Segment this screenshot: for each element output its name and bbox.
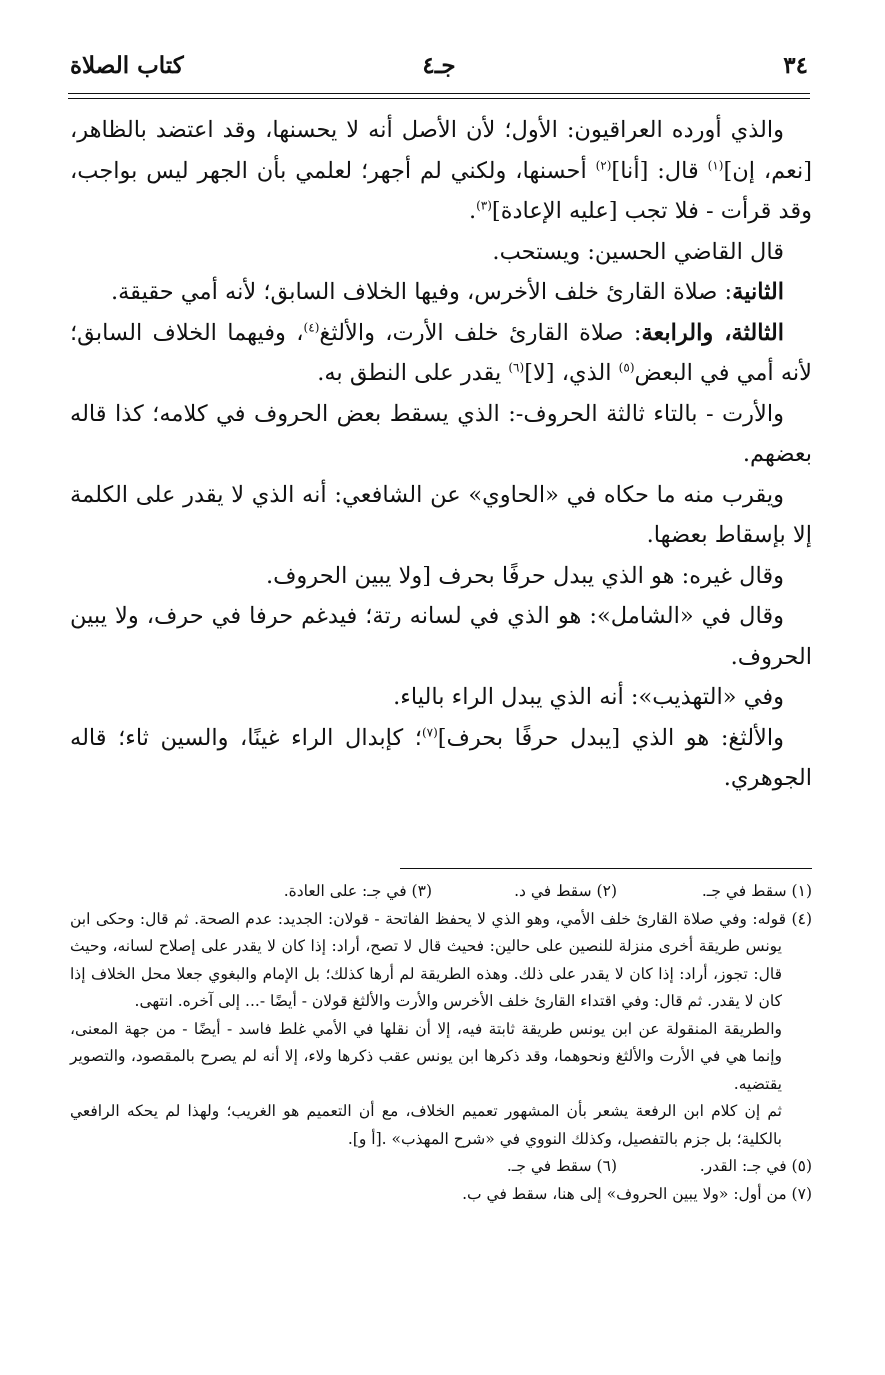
footnote-6: (٦) سقط في جـ. [506, 1157, 617, 1175]
paragraph-3: الثانية: صلاة القارئ خلف الأخرس، وفيها الخلاف السابق؛ لأنه أمي حقيقة. [110, 279, 784, 305]
header-rule-top [68, 93, 810, 94]
header-rule-bottom [68, 98, 810, 99]
footnote-ref-7[interactable]: (٧) [421, 725, 438, 739]
footnote-ref-1[interactable]: (١) [707, 158, 724, 172]
footnote-ref-6[interactable]: (٦) [508, 360, 525, 375]
footnote-ref-5[interactable]: (٥) [618, 360, 635, 375]
footnote-1: (١) سقط في جـ. [701, 882, 812, 900]
footnote-row-1-3 [70, 878, 812, 906]
main-text [70, 110, 812, 799]
paragraph-6: ويقرب منه ما حكاه في «الحاوي» عن الشافعي: أنه الذي لا يقدر على الكلمة إلا بإسقاط بعضها. [70, 481, 812, 548]
footnotes [70, 878, 812, 1208]
paragraph-2: قال القاضي الحسين: ويستحب. [492, 238, 784, 265]
book-title: كتاب الصلاة [70, 52, 184, 79]
footnote-7: (٧) من أول: «ولا يبين الحروف» إلى هنا، سقط في ب. [462, 1184, 812, 1203]
footnote-ref-3[interactable]: (٣) [476, 198, 492, 213]
paragraph-9: وفي «التهذيب»: أنه الذي يبدل الراء بالياء. [393, 684, 784, 710]
section-heading-second: الثانية [732, 279, 784, 305]
page-number: ٣٤ [783, 52, 808, 79]
paragraph-10: والألثغ: هو الذي [يبدل حرفًا بحرف]$^{(٧)}$؛ كإبدال الراء غينًا، والسين ثاء؛ قاله الجوهري. [70, 724, 812, 791]
footnote-4-continued-2: ثم إن كلام ابن الرفعة يشعر بأن المشهور تعميم الخلاف، مع أن التعميم هو الغريب؛ ولهذا لم يحكه الرافعي بالكلية؛ بل جزم بالتفصيل، وكذلك النووي في «شرح المهذب» .[أ و]. [70, 1102, 782, 1148]
footnote-5: (٥) في جـ: القدر. [699, 1157, 812, 1175]
paragraph-1: والذي أورده العراقيون: الأول؛ لأن الأصل أنه لا يحسنها، وقد اعتضد بالظاهر، [نعم، إن]$^{(١)}$ قال: [أنا]$^{(٢)}$ أحسنها، ولكني لم أجهر؛ لعلمي بأن الجهر ليس بواجب، وقد قرأت - فلا تجب [عليه الإعادة]$^{(٣)}$. [70, 117, 812, 224]
volume-label: جـ٤ [422, 52, 456, 79]
footnote-ref-4[interactable]: (٤) [303, 320, 320, 334]
section-heading-third-fourth: الثالثة، والرابعة [641, 319, 785, 346]
footnote-4-continued-1: والطريقة المنقولة عن ابن يونس طريقة ثابتة فيه، إلا أن نقلها في الأمي غلط فاسد - أيضًا - من جهة المعنى، وإنما هي في الأرت والألثغ ونحوهما، وقد ذكرها ابن يونس عقب ذكرها ولاء، إلا أنه لم يصرح بالمقصود، والتصوير يقتضيه. [70, 1019, 782, 1093]
footnote-4: (٤) قوله: وفي صلاة القارئ خلف الأمي، وهو الذي لا يحفظ الفاتحة - قولان: الجديد: عدم الصحة. ثم قال: وحكى ابن يونس طريقة أخرى منزلة للنصين على حالين: فحيث قال لا تصح، أراد: إذا كان لا يقدر على إصلاح لسانه، وحيث قال: تجوز، أراد: إذا كان لا يقدر على ذلك. وهذه الطريقة لم أرها كذلك؛ بل الإمام والبغوي جعلا محل الخلاف إذا كان لا يقدر. ثم قال: وفي اقتداء القارئ خلف الأخرس والأرت والألثغ قولان - أيضًا -... إلى آخره. انتهى. [70, 909, 812, 1010]
paragraph-5: والأرت - بالتاء ثالثة الحروف-: الذي يسقط بعض الحروف في كلامه؛ كذا قاله بعضهم. [70, 400, 812, 467]
footnote-4-number: (٤) [791, 909, 812, 928]
footnote-2: (٢) سقط في د. [514, 882, 617, 900]
paragraph-8: وقال في «الشامل»: هو الذي في لسانه رتة؛ فيدغم حرفا في حرف، ولا يبين الحروف. [70, 603, 812, 670]
paragraph-7: وقال غيره: هو الذي يبدل حرفًا بحرف [ولا يبين الحروف. [265, 562, 784, 589]
footnote-3: (٣) في جـ: على العادة. [283, 882, 432, 900]
footnote-row-5-6 [70, 1153, 812, 1181]
footnote-separator [400, 868, 812, 869]
paragraph-4: الثالثة، والرابعة: صلاة القارئ خلف الأرت، والألثغ$^{(٤)}$، وفيهما الخلاف السابق؛ لأنه أمي في البعض$^{(٥)}$ الذي، [لا]$^{(٦)}$ يقدر على النطق به. [70, 319, 812, 386]
footnote-ref-2[interactable]: (٢) [595, 158, 612, 172]
page-header [68, 50, 810, 96]
